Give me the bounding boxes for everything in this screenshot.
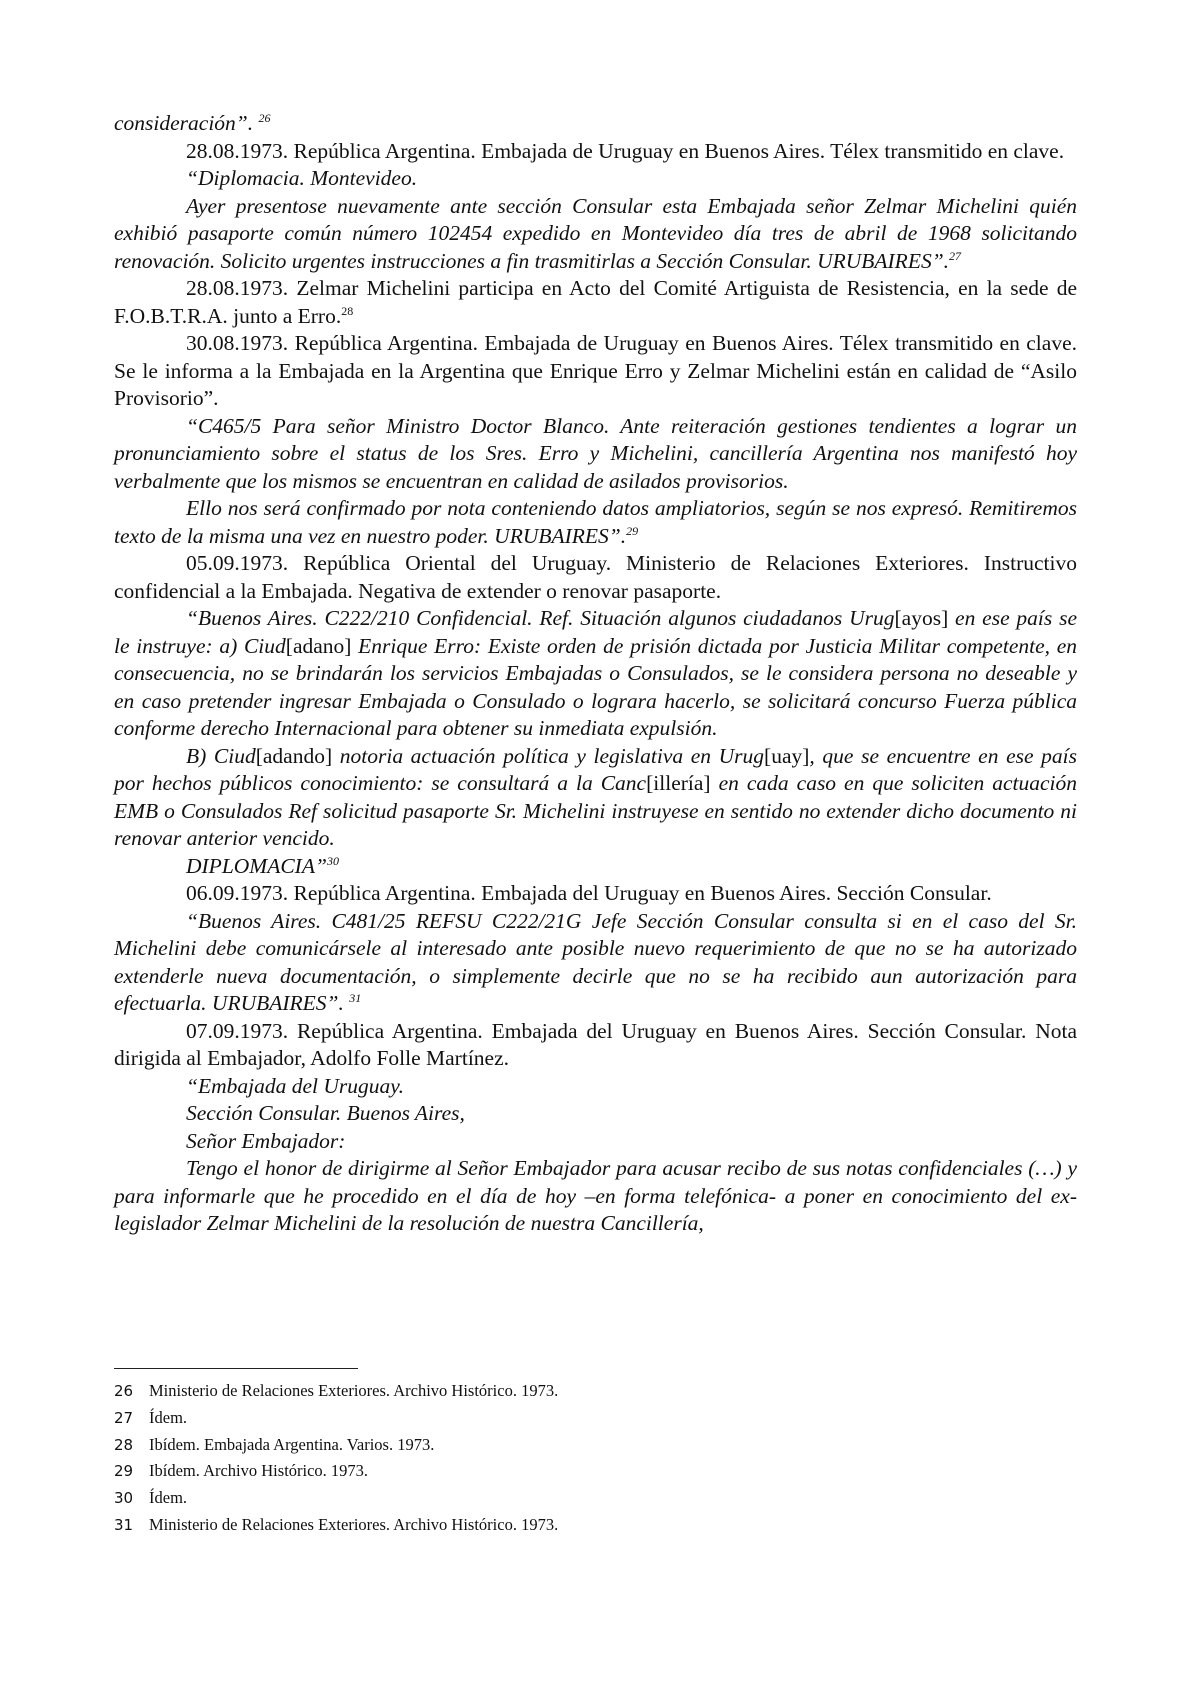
- paragraph-continuation: [114, 110, 1077, 138]
- footnote-text: Ibídem. Archivo Histórico. 1973.: [149, 1461, 369, 1481]
- paragraph-text: Sección Consular. Buenos Aires,: [186, 1101, 465, 1125]
- footnote-item: [114, 1378, 1014, 1405]
- entry-paragraph: [114, 550, 1077, 605]
- footnote-item: [114, 1512, 1014, 1539]
- paragraph-text: 05.09.1973. República Oriental del Uruguay. Ministerio de Relaciones Exteriores. Instructivo confidencial a la Embajada. Negativa de extender o renovar pasaporte.: [114, 551, 1077, 603]
- paragraph-text: 06.09.1973. República Argentina. Embajada del Uruguay en Buenos Aires. Sección Consular.: [186, 881, 992, 905]
- quote-salutation: [114, 1128, 1077, 1156]
- paragraph-text: Ello nos será confirmado por nota conteniendo datos ampliatorios, según se nos expresó. Remitiremos texto de la misma una vez en nuestro poder. URUBAIRES”.: [114, 496, 1077, 548]
- footnote-text: Ibídem. Embajada Argentina. Varios. 1973.: [149, 1434, 435, 1454]
- footnote-text: Ministerio de Relaciones Exteriores. Archivo Histórico. 1973.: [149, 1381, 559, 1400]
- paragraph-text: 28.08.1973. Zelmar Michelini participa en Acto del Comité Artiguista de Resistencia, en la sede de F.O.B.T.R.A. junto a Erro.: [114, 276, 1077, 328]
- footnote-text: Ídem.: [149, 1488, 188, 1508]
- quote-signature: [114, 853, 1077, 881]
- footnote-item: [114, 1405, 1014, 1432]
- footnote-separator: [114, 1368, 358, 1369]
- paragraph-text: “Diplomacia. Montevideo.: [186, 166, 418, 190]
- paragraph-text: Tengo el honor de dirigirme al Señor Embajador para acusar recibo de sus notas confidenciales (…) y para informarle que he procedido en el día de hoy –en forma telefónica- a poner en conocimiento del ex- legislador Zelmar Michelini de la resolución de nuestra Cancillería,: [114, 1156, 1077, 1235]
- paragraph-text: “Buenos Aires. C222/210 Confidencial. Ref. Situación algunos ciudadanos Urug: [186, 606, 895, 630]
- entry-paragraph: [114, 880, 1077, 908]
- quote-paragraph: [114, 908, 1077, 1018]
- quote-paragraph: [114, 1155, 1077, 1238]
- paragraph-text: DIPLOMACIA”: [186, 853, 327, 878]
- footnote-item: [114, 1432, 1014, 1459]
- editorial-bracket: [uay]: [764, 743, 810, 768]
- footnote-text: Ministerio de Relaciones Exteriores. Archivo Histórico. 1973.: [149, 1514, 559, 1534]
- paragraph-text: “Buenos Aires. C481/25 REFSU C222/21G Jefe Sección Consular consulta si en el caso del Sr. Michelini debe comunicársele al interesado ante posible nuevo requerimiento de que no se ha autorizado extenderle nueva documentación, o simplemente decirle que no se ha recibido aun autorización para efectuarla. URUBAIRES”.: [114, 908, 1077, 1015]
- quote-heading: [114, 1100, 1077, 1128]
- footnote-number: 29: [114, 1462, 134, 1481]
- entry-paragraph: [114, 1018, 1077, 1073]
- entry-paragraph: [114, 138, 1077, 166]
- footnote-ref[interactable]: 26: [258, 110, 271, 125]
- footnote-ref[interactable]: 30: [326, 853, 339, 868]
- editorial-bracket: [illería]: [646, 771, 711, 795]
- footnote-item: [114, 1485, 1014, 1512]
- document-body: [114, 110, 1077, 1238]
- footnote-ref[interactable]: 29: [626, 523, 639, 538]
- paragraph-text: , que se encuentre en ese país por hechos públicos conocimiento: se consultará a la Canc: [114, 743, 1077, 795]
- footnote-ref[interactable]: 31: [349, 990, 362, 1005]
- paragraph-text: notoria actuación política y legislativa en Urug: [332, 743, 765, 768]
- paragraph-text: en ese país se le instruye: a) Ciud: [114, 606, 1078, 658]
- footnote-ref[interactable]: 27: [949, 248, 962, 263]
- footnote-number: 30: [114, 1489, 134, 1508]
- footnote-number: 26: [114, 1382, 134, 1400]
- quote-paragraph: [114, 743, 1077, 853]
- footnote-number: 31: [114, 1515, 134, 1534]
- paragraph-text: consideración”.: [114, 111, 259, 135]
- paragraph-text: en cada caso en que soliciten actuación EMB o Consulados Ref solicitud pasaporte Sr. Michelini instruyese en sentido no extender dicho documento ni renovar anterior vencido.: [114, 771, 1077, 850]
- editorial-bracket: [adano]: [285, 633, 352, 658]
- footnote-text: Ídem.: [149, 1407, 188, 1427]
- footnotes: [114, 1378, 1014, 1539]
- paragraph-text: 30.08.1973. República Argentina. Embajada de Uruguay en Buenos Aires. Télex transmitido en clave. Se le informa a la Embajada en la Argentina que Enrique Erro y Zelmar Michelini están en calidad de “Asilo Provisorio”.: [114, 331, 1077, 410]
- footnote-number: 27: [114, 1408, 134, 1427]
- editorial-bracket: [adando]: [255, 743, 333, 768]
- entry-paragraph: [114, 275, 1077, 330]
- paragraph-text: B) Ciud: [186, 743, 256, 768]
- quote-paragraph: [114, 605, 1077, 743]
- footnote-item: [114, 1458, 1014, 1485]
- editorial-bracket: [ayos]: [894, 606, 949, 630]
- paragraph-text: Ayer presentose nuevamente ante sección Consular esta Embajada señor Zelmar Michelini quién exhibió pasaporte común número 102454 expedido en Montevideo día tres de abril de 1968 solicitando renovación. Solicito urgentes instrucciones a fin trasmitirlas a Sección Consular. URUBAIRES”.: [114, 193, 1077, 273]
- entry-paragraph: [114, 330, 1077, 413]
- paragraph-text: Señor Embajador:: [186, 1128, 346, 1153]
- paragraph-text: 28.08.1973. República Argentina. Embajada de Uruguay en Buenos Aires. Télex transmitido en clave.: [186, 138, 1065, 163]
- paragraph-text: “Embajada del Uruguay.: [186, 1073, 404, 1098]
- quote-heading: [114, 1073, 1077, 1101]
- footnote-ref[interactable]: 28: [341, 303, 354, 318]
- quote-paragraph: [114, 413, 1077, 496]
- footnote-number: 28: [114, 1435, 134, 1454]
- paragraph-text: 07.09.1973. República Argentina. Embajada del Uruguay en Buenos Aires. Sección Consular. Nota dirigida al Embajador, Adolfo Folle Martínez.: [114, 1018, 1077, 1070]
- quote-paragraph: [114, 193, 1077, 276]
- paragraph-text: Enrique Erro: Existe orden de prisión dictada por Justicia Militar competente, en consecuencia, no se brindarán los servicios Embajadas o Consulados, se le considera persona no deseable y en caso pretender ingresar Embajada o Consulado o lograra hacerlo, se solicitará concurso Fuerza pública conforme derecho Internacional para obtener su inmediata expulsión.: [114, 633, 1078, 740]
- quote-paragraph: [114, 495, 1077, 550]
- quote-heading: [114, 165, 1077, 193]
- paragraph-text: “C465/5 Para señor Ministro Doctor Blanco. Ante reiteración gestiones tendientes a lograr un pronunciamiento sobre el status de los Sres. Erro y Michelini, cancillería Argentina nos manifestó hoy verbalmente que los mismos se encuentran en calidad de asilados provisorios.: [114, 413, 1077, 493]
